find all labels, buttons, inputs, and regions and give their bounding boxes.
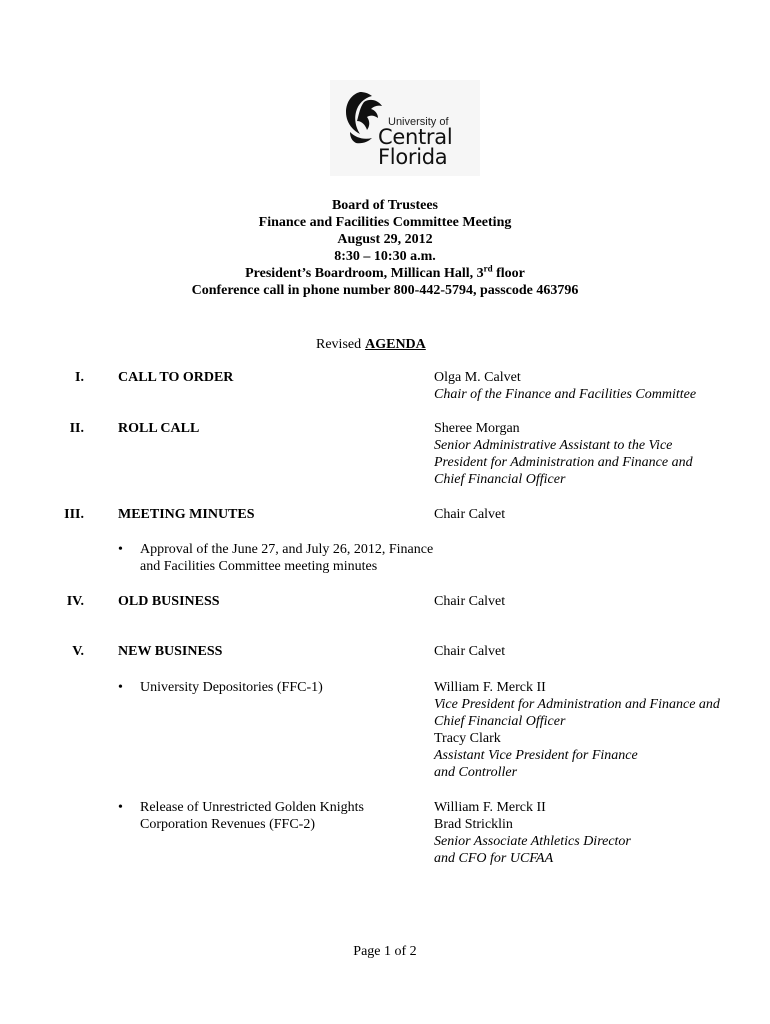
section-5-item-2-bullet: • [118, 800, 123, 815]
section-5-item-2-role-2a: Senior Associate Athletics Director [434, 834, 631, 849]
logo-central: Central [378, 125, 453, 149]
section-5-item-1-role-2a: Assistant Vice President for Finance [434, 748, 638, 763]
section-3-bullet: • [118, 542, 123, 557]
section-5-title: NEW BUSINESS [118, 644, 223, 659]
section-1-title: CALL TO ORDER [118, 370, 234, 385]
section-5-item-1-presenter-2: Tracy Clark [434, 731, 501, 746]
ucf-logo [330, 80, 480, 176]
section-2-title: ROLL CALL [118, 421, 200, 436]
section-5-item-1-bullet: • [118, 680, 123, 695]
section-1-role: Chair of the Finance and Facilities Committee [434, 387, 697, 402]
section-5-item-2-role-2b: and CFO for UCFAA [434, 851, 554, 866]
header-location [0, 265, 770, 282]
section-5-item-1-text: University Depositories (FFC-1) [140, 680, 323, 695]
section-3-item-line1: Approval of the June 27, and July 26, 2012, Finance [140, 542, 434, 557]
logo-florida: Florida [378, 145, 448, 169]
agenda-revised: Revised [316, 337, 362, 352]
section-5-item-2-text-line2: Corporation Revenues (FFC-2) [140, 817, 315, 832]
section-5-item-2-text-line1: Release of Unrestricted Golden Knights [140, 800, 364, 815]
header-location-post: floor [492, 266, 525, 281]
header-board: Board of Trustees [331, 198, 439, 213]
header-time: 8:30 – 10:30 a.m. [334, 249, 436, 264]
agenda-heading [316, 336, 426, 353]
agenda-title: AGENDA [365, 337, 426, 352]
header-location-sup: rd [483, 263, 493, 274]
section-2-role-line3: Chief Financial Officer [434, 472, 566, 487]
logo-university-of: University of [388, 116, 449, 128]
section-5-item-1-role-1a: Vice President for Administration and Finance and [434, 697, 720, 712]
section-1-number: I. [75, 370, 84, 385]
section-3-presenter: Chair Calvet [434, 507, 506, 522]
section-2-role-line1: Senior Administrative Assistant to the Vice [434, 438, 673, 453]
header-date: August 29, 2012 [337, 232, 433, 247]
section-4-title: OLD BUSINESS [118, 594, 220, 609]
section-5-item-2-presenter-2: Brad Stricklin [434, 817, 513, 832]
section-3-item-line2: and Facilities Committee meeting minutes [140, 559, 378, 574]
header-committee: Finance and Facilities Committee Meeting [258, 215, 512, 230]
section-5-item-1-presenter-1: William F. Merck II [434, 680, 546, 695]
section-4-presenter: Chair Calvet [434, 594, 506, 609]
section-2-number: II. [69, 421, 84, 436]
header-location-pre: President’s Boardroom, Millican Hall, 3 [245, 266, 484, 281]
section-5-item-1-role-1b: Chief Financial Officer [434, 714, 566, 729]
section-5-item-2-presenter-1: William F. Merck II [434, 800, 546, 815]
section-2-presenter: Sheree Morgan [434, 421, 520, 436]
section-2-role-line2: President for Administration and Finance and [434, 455, 693, 470]
section-5-number: V. [72, 644, 84, 659]
section-4-number: IV. [66, 594, 84, 609]
section-5-item-1-role-2b: and Controller [434, 765, 518, 780]
section-1-presenter: Olga M. Calvet [434, 370, 521, 385]
section-3-number: III. [64, 507, 84, 522]
page-number: Page 1 of 2 [353, 944, 417, 959]
section-5-presenter: Chair Calvet [434, 644, 506, 659]
section-3-title: MEETING MINUTES [118, 507, 255, 522]
header-conference: Conference call in phone number 800-442-5794, passcode 463796 [191, 283, 579, 298]
